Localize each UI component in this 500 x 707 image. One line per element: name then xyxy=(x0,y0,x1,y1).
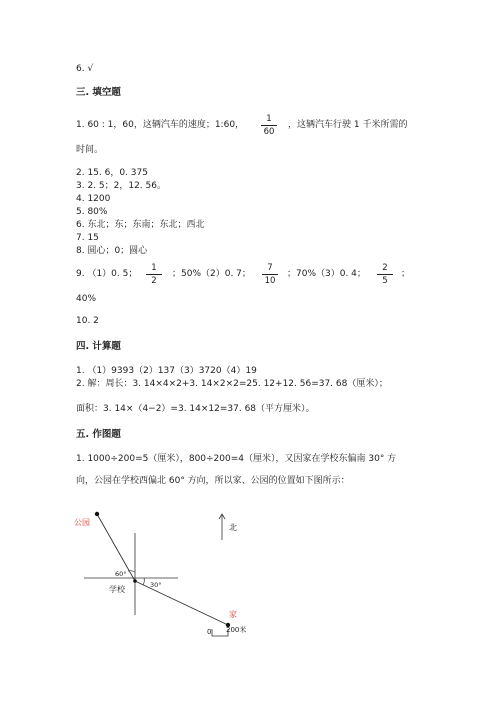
park-label: 公园 xyxy=(74,518,90,527)
section-5-heading: 五. 作图题 xyxy=(76,429,121,440)
q5: 5. 80% xyxy=(76,207,108,217)
drawing-text-2: 向，公园在学校西偏北 60° 方向，所以家、公园的位置如下图所示： xyxy=(76,476,350,486)
q3: 3. 2. 5；2，12. 56。 xyxy=(76,181,166,191)
q7: 7. 15 xyxy=(76,233,99,243)
scale-length-label: 200米 xyxy=(226,626,247,634)
angle-30-label: 30° xyxy=(150,581,162,589)
home-direction-line xyxy=(135,581,228,625)
calc-1: 1. （1）9393（2）137（3）3720（4）19 xyxy=(76,366,257,376)
q2: 2. 15. 6，0. 375 xyxy=(76,168,148,178)
q9-text-d: ； xyxy=(401,269,411,279)
section-4-heading: 四. 计算题 xyxy=(76,341,121,352)
calc-3: 面积：3. 14×（4−2）=3. 14×12=37. 68（平方厘米）。 xyxy=(76,404,315,414)
q6: 6. 东北；东；东南；东北；西北 xyxy=(76,220,205,230)
q4: 4. 1200 xyxy=(76,194,111,204)
q1-text-b: ，这辆汽车行驶 1 千米所需的 xyxy=(288,120,408,130)
angle-30-arc xyxy=(143,578,144,585)
school-point xyxy=(133,579,137,583)
fraction-1-60: 1 60 xyxy=(261,114,277,137)
q1-text-a: 1. 60 : 1，60，这辆汽车的速度；1:60， xyxy=(76,120,245,130)
q9-text-a: 9. （1）0. 5； xyxy=(76,269,138,279)
q9-text-c: ；70%（3）0. 4； xyxy=(287,269,366,279)
position-diagram xyxy=(70,505,270,640)
fraction-1-2: 1 2 xyxy=(146,263,162,286)
park-point xyxy=(95,512,99,516)
angle-60-label: 60° xyxy=(115,570,127,578)
calc-2: 2. 解：周长：3. 14×4×2+3. 14×2×2=25. 12+12. 56=37. 68（厘米）； xyxy=(76,379,388,389)
drawing-text-1: 1. 1000÷200=5（厘米），800÷200=4（厘米），又因家在学校东偏南 30° 方 xyxy=(76,454,397,464)
scale-zero-label: 0 xyxy=(207,628,212,636)
school-label: 学校 xyxy=(109,585,125,594)
section-3-heading: 三. 填空题 xyxy=(76,87,121,98)
north-label: 北 xyxy=(229,523,237,532)
q9-text-b: ；50%（2）0. 7； xyxy=(172,269,251,279)
q10: 10. 2 xyxy=(76,316,99,326)
answer-6: 6. √ xyxy=(76,64,94,74)
q8: 8. 圆心；0；圆心 xyxy=(76,246,148,256)
fraction-2-5: 2 5 xyxy=(377,263,393,286)
home-label: 家 xyxy=(229,610,237,619)
fraction-7-10: 7 10 xyxy=(262,263,278,286)
q9-text-e: 40% xyxy=(76,294,97,304)
q1-text-c: 时间。 xyxy=(76,145,104,155)
